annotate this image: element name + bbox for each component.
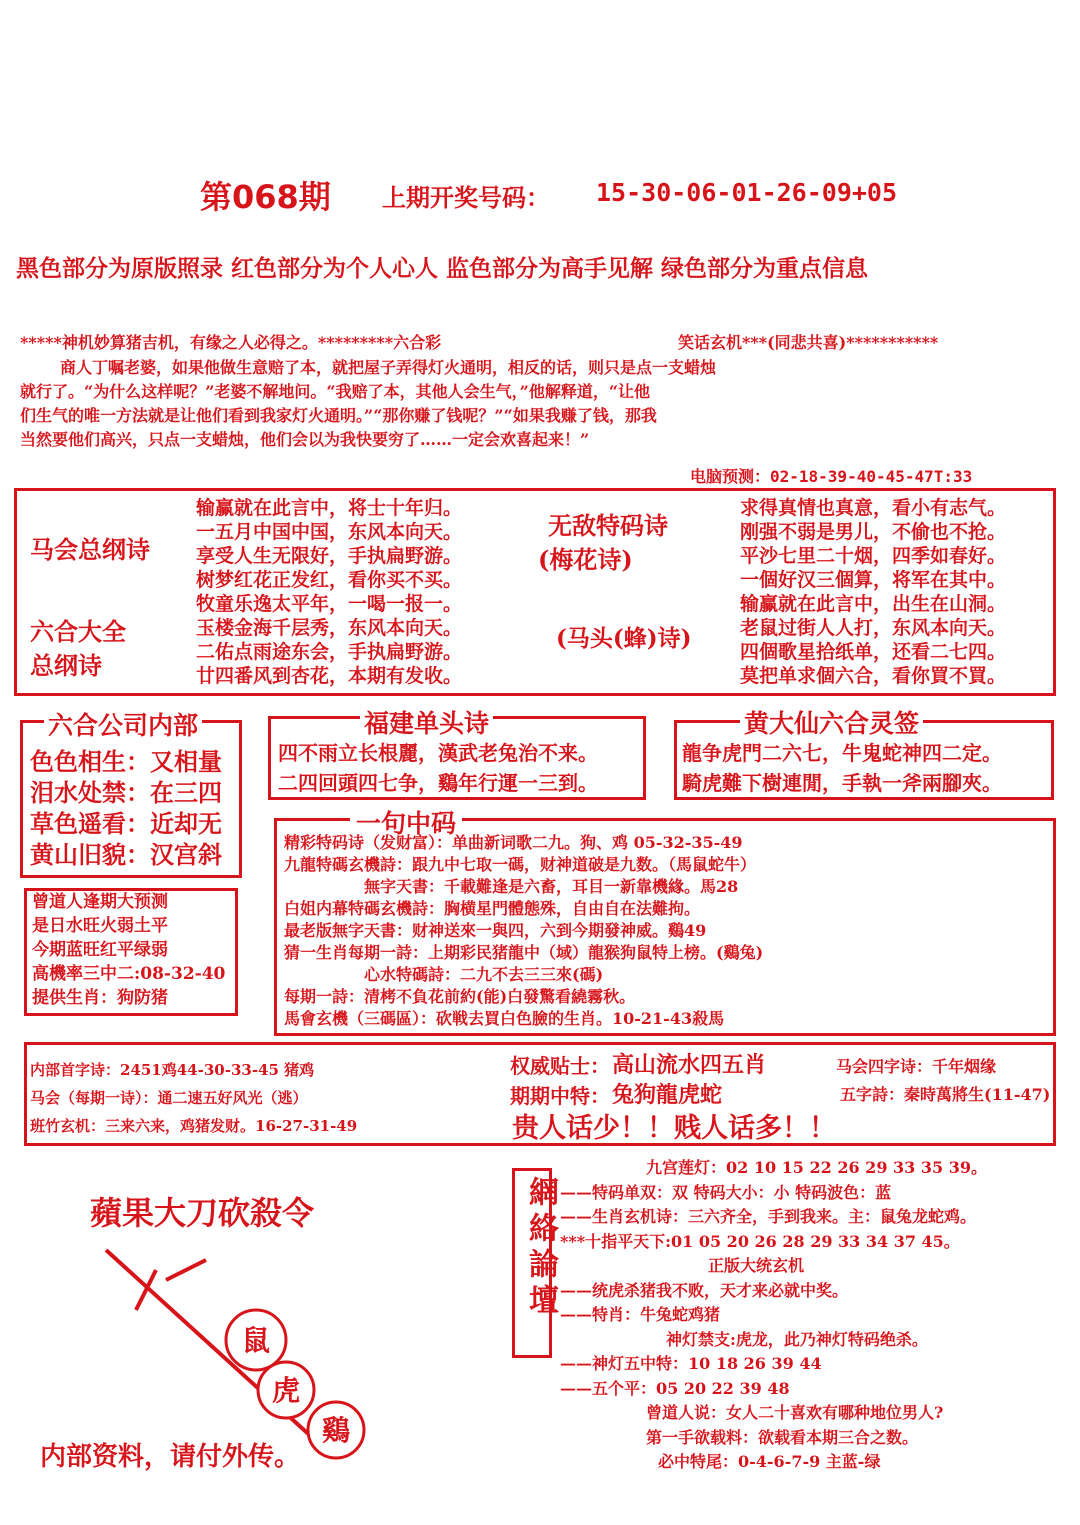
poem-line: 老鼠过街人人打，东风本向天。	[740, 617, 1007, 639]
yiju-box-title: 一句中码	[350, 804, 462, 840]
forum-line: ——特肖：牛兔蛇鸡猪	[560, 1305, 721, 1324]
zeng-line: 是日水旺火弱土平	[32, 916, 168, 936]
huangdaxian-line: 騎虎難下樹連閒，手執一斧兩腳夾。	[682, 771, 1002, 795]
yiju-lines	[284, 832, 763, 1030]
company-line: 泪水处禁：在三四	[30, 778, 222, 807]
forum-line: ——统虎杀猪我不败，天才来必就中奖。	[560, 1280, 849, 1300]
huangdaxian-line: 龍争虎門二六七，牛鬼蛇神四二定。	[682, 741, 1002, 765]
poem-line: 莫把单求個六合，看你買不買。	[740, 665, 1007, 687]
zeng-line: 高機率三中二:08-32-40	[32, 964, 226, 984]
poem-box-title-1: 马会总纲诗	[30, 535, 150, 564]
horse-four-word: 马会四字诗：千年烟缘	[836, 1057, 997, 1076]
sword-blade	[106, 1250, 326, 1450]
fujian-line: 二四回頭四七争，鷄年行運一三到。	[278, 771, 598, 795]
joke-line: 就行了。“为什么这样呢？”老婆不解地问。“我赔了本，其他人会生气，”他解释道，“让他	[20, 382, 651, 401]
forum-line: ——五个平：05 20 22 39 48	[560, 1378, 790, 1398]
yiju-line: 馬會玄機（三碼區）：砍戦去買白色臉的生肖。10-21-43殺馬	[284, 1009, 725, 1028]
zeng-line: 提供生肖：狗防猪	[32, 988, 168, 1008]
joke-line: 商人丁嘱老婆，如果他做生意赔了本，就把屋子弄得灯火通明，相反的话，则只是点一支蜡烛	[60, 358, 717, 377]
poem-line: 一個好汉三個算，将军在其中。	[740, 569, 1007, 591]
forum-line: ——神灯五中特：10 18 26 39 44	[560, 1354, 822, 1373]
joke-title-left: *****神机妙算猪吉机，有缘之人必得之。*********六合彩	[20, 333, 442, 352]
joke-body	[20, 356, 1060, 452]
poem-line: 二佑点雨途东会，手执扁野游。	[196, 641, 463, 663]
inner-line: 内部首字诗：2451鸡44-30-33-45 猪鸡	[30, 1061, 315, 1079]
fujian-box-lines	[278, 738, 598, 798]
inner-left-lines	[30, 1056, 357, 1140]
issue-number: 第068期	[200, 178, 331, 216]
poem-left-lines	[196, 496, 462, 688]
poem-center-title-2: (梅花诗)	[538, 545, 633, 574]
slogan: 贵人话少！！贱人话多！！	[512, 1113, 836, 1144]
sword-text-3: 鷄	[322, 1414, 351, 1447]
poem-line: 廿四番风到杏花，本期有发收。	[196, 665, 463, 687]
poem-line: 平沙七里二十烟，四季如春好。	[740, 545, 1007, 567]
poem-line: 输赢就在此言中，出生在山洞。	[740, 593, 1007, 615]
last-draw-numbers: 15-30-06-01-26-09+05	[596, 178, 898, 207]
sword-text-2: 虎	[272, 1374, 301, 1407]
company-box-lines	[30, 746, 222, 870]
company-line: 草色遥看：近却无	[30, 809, 222, 838]
poem-right-lines	[740, 496, 1006, 688]
forum-line: 九宫莲灯：02 10 15 22 26 29 33 35 39。	[646, 1158, 987, 1177]
forum-line: ——特码单双：双 特码大小：小 特码波色：蓝	[560, 1182, 892, 1202]
poem-line: 四個歌星拾纸单，还看二七四。	[740, 641, 1007, 663]
forum-line: 正版大统玄机	[708, 1256, 805, 1275]
sword-guard	[136, 1260, 206, 1310]
joke-title-right: 笑话玄机***(同悲共喜)***********	[678, 333, 939, 352]
inner-line: 班竹玄机：三来六来，鸡猪发财。16-27-31-49	[30, 1117, 358, 1135]
tv-prediction: 电脑预测：02-18-39-40-45-47T:33	[690, 467, 973, 486]
poem-line: 享受人生无限好，手执扁野游。	[196, 545, 463, 567]
fujian-line: 四不雨立长根麗，漢武老兔治不来。	[278, 741, 598, 765]
apple-knife-title: 蘋果大刀砍殺令	[90, 1194, 315, 1232]
poem-center-title-1: 无敌特码诗	[548, 511, 668, 540]
sword-text-1: 鼠	[242, 1324, 271, 1357]
zeng-line: 今期蓝旺红平绿弱	[32, 940, 168, 960]
forum-line: ——生肖玄机诗：三六齐全，手到我来。主：鼠兔龙蛇鸡。	[560, 1207, 977, 1226]
poem-line: 求得真情也真意，看小有志气。	[740, 497, 1007, 519]
forum-line: 必中特尾：0-4-6-7-9 主蓝-绿	[658, 1452, 881, 1471]
fujian-box-title: 福建单头诗	[360, 704, 493, 740]
yiju-line: 最老版無字天書：财神送來一與四，六到今期發神威。鷄49	[284, 921, 707, 940]
five-word-poem: 五字詩：秦時萬將生(11-47)	[840, 1085, 1051, 1104]
tip-value: 高山流水四五肖	[612, 1052, 767, 1078]
every-label: 期期中特：	[510, 1084, 610, 1108]
zeng-line: 曾道人逢期大预测	[32, 892, 168, 912]
poem-line: 牧童乐逸太平年，一喝一报一。	[196, 593, 463, 615]
forum-line: ***十指平天下:01 05 20 26 28 29 33 34 37 45。	[560, 1231, 960, 1251]
company-line: 色色相生：又相量	[30, 747, 222, 776]
color-legend: 黑色部分为原版照录 红色部分为个人心人 监色部分为高手见解 绿色部分为重点信息	[16, 256, 869, 282]
company-box-title: 六合公司内部	[44, 706, 202, 742]
forum-line: 神灯禁支:虎龙，此乃神灯特码绝杀。	[666, 1329, 928, 1349]
poem-line: 输赢就在此言中，将士十年归。	[196, 497, 463, 519]
poem-line: 刚强不弱是男儿，不偷也不抢。	[740, 521, 1007, 543]
poem-line: 树梦红花正发红，看你买不买。	[196, 569, 463, 591]
poem-line: 一五月中国中国，东风本向天。	[196, 521, 463, 543]
yiju-line: 白姐内幕特碼玄機詩：胸横星門體態殊，自由自在法難拘。	[284, 899, 701, 918]
company-line: 黄山旧貌：汉宫斜	[30, 840, 222, 869]
forum-lines	[560, 1156, 987, 1475]
yiju-line: 精彩特码诗（发财富）：单曲新词歌二九。狗、鸡 05-32-35-49	[284, 833, 743, 852]
yiju-line: 每期一詩：清栲不負花前約(能)白發驚看繞霧秋。	[284, 987, 636, 1006]
yiju-line: 猜一生肖每期一詩：上期彩民猪龍中（域）龍猴狗鼠特上榜。(鷄兔)	[284, 943, 764, 962]
internal-footer: 内部资料，请付外传。	[40, 1442, 301, 1472]
forum-title: 網絡論壇	[523, 1176, 558, 1320]
poem-box-title-3: 总纲诗	[30, 651, 102, 680]
yiju-line: 九龍特碼玄機詩：跟九中七取一碼，财神道破是九数。（馬鼠蛇牛）	[284, 855, 757, 874]
zeng-box-lines	[32, 890, 225, 1010]
poem-line: 玉楼金海千层秀，东风本向天。	[196, 617, 463, 639]
last-draw-label: 上期开奖号码：	[382, 184, 550, 212]
yiju-line: 無字天書：千載難逢是六畜，耳目一新靠機緣。馬28	[364, 877, 739, 896]
joke-line: 们生气的唯一方法就是让他们看到我家灯火通明。”“那你赚了钱呢？”“如果我赚了钱，那我	[20, 406, 657, 425]
inner-line: 马会（每期一诗）：通二速五好风光（逃）	[30, 1089, 308, 1107]
huangdaxian-box-lines	[682, 738, 1002, 798]
huangdaxian-box-title: 黄大仙六合灵签	[740, 704, 923, 740]
every-value: 兔狗龍虎蛇	[612, 1082, 723, 1108]
tip-label: 权威贴士：	[510, 1054, 610, 1078]
poem-center-sub: (马头(蜂)诗)	[556, 625, 692, 652]
forum-line: 第一手欲载料：欲载看本期三合之数。	[646, 1427, 919, 1447]
joke-line: 当然要他们高兴，只点一支蜡烛，他们会以为我快要穷了……一定会欢喜起来！”	[20, 430, 590, 449]
forum-line: 曾道人说：女人二十喜欢有哪种地位男人?	[646, 1403, 944, 1422]
yiju-line: 心水特碼詩：二九不去三三來(碼)	[364, 965, 604, 984]
poem-box-title-2: 六合大全	[30, 617, 126, 646]
